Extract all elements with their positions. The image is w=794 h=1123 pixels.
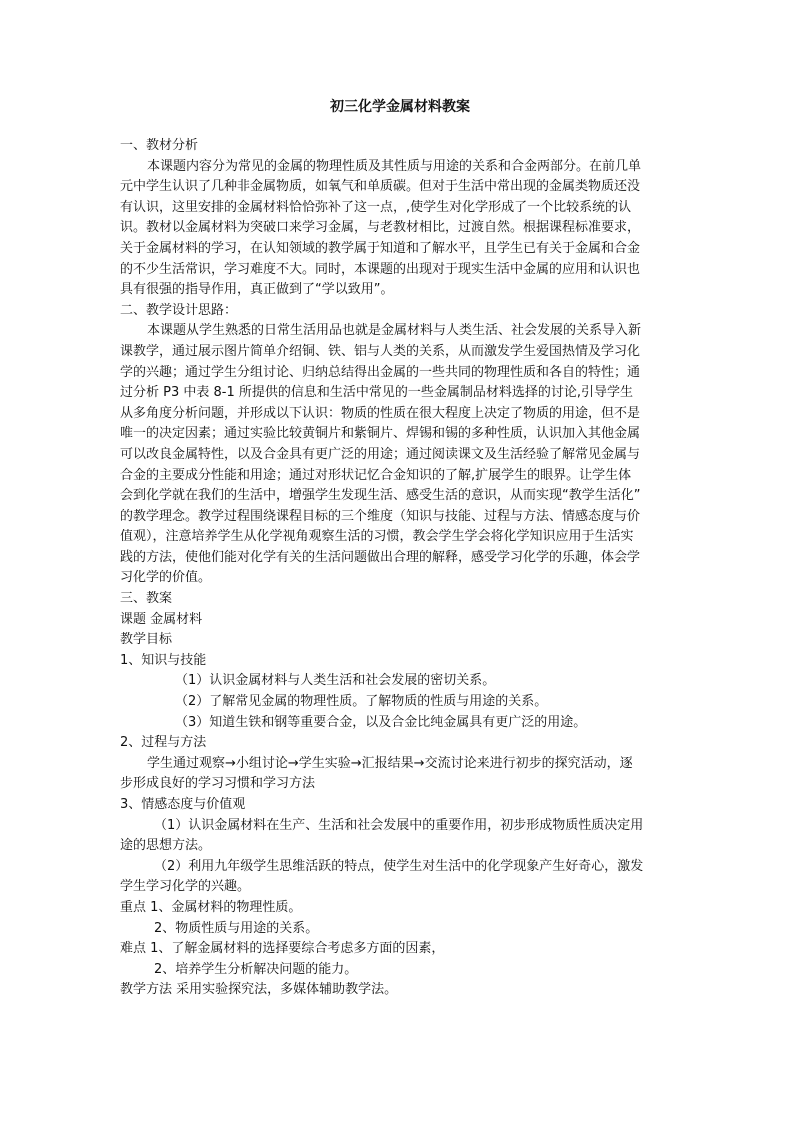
lesson-topic: 课题 金属材料 [120, 611, 203, 627]
paragraph-line: 过分析 P3 中表 8-1 所提供的信息和生活中常见的一些金属制品材料选择的讨论,引导学生 [120, 385, 634, 401]
paragraph-line: 会到化学就在我们的生活中，增强学生发现生活、感受生活的意识，从而实现“教学生活化” [120, 488, 641, 504]
paragraph-line: 有认识，这里安排的金属材料恰恰弥补了这一点，,使学生对化学形成了一个比较系统的认 [120, 199, 632, 215]
objective-item: （2）了解常见金属的物理性质。了解物质的性质与用途的关系。 [175, 694, 548, 710]
paragraph-line: 从多角度分析问题，并形成以下认识：物质的性质在很大程度上决定了物质的用途，但不是 [120, 405, 641, 421]
paragraph-line: 步形成良好的学习习惯和学习方法 [120, 776, 316, 792]
paragraph-line: 践的方法，使他们能对化学有关的生活问题做出合理的解释，感受学习化学的乐趣，体会学 [120, 549, 641, 565]
paragraph-line: 习化学的价值。 [120, 570, 212, 586]
paragraph-line: 学的兴趣；通过学生分组讨论、归纳总结得出金属的一些共同的物理性质和各自的特性；通 [120, 364, 641, 380]
key-points-item: 重点 1、金属材料的物理性质。 [120, 899, 302, 915]
paragraph-line: 识。教材以金属材料为突破口来学习金属，与老教材相比，过渡自然。根据课程标准要求， [120, 220, 641, 236]
objective-attitude-heading: 3、情感态度与价值观 [120, 797, 246, 812]
objective-item: （1）认识金属材料与人类生活和社会发展的密切关系。 [175, 673, 496, 689]
paragraph-line: 元中学生认识了几种非金属物质，如氧气和单质碳。但对于生活中常出现的金属类物质还没 [120, 179, 641, 195]
paragraph-line: 唯一的决定因素；通过实验比较黄铜片和紫铜片、焊锡和锡的多种性质，认识加入其他金属 [120, 426, 641, 442]
paragraph-line: 途的思想方法。 [120, 838, 212, 854]
paragraph-line: 本课题从学生熟悉的日常生活用品也就是金属材料与人类生活、社会发展的关系导入新 [147, 323, 642, 339]
objective-process-heading: 2、过程与方法 [120, 735, 207, 751]
objective-item: （1）认识金属材料在生产、生活和社会发展中的重要作用，初步形成物质性质决定用 [154, 817, 644, 833]
paragraph-line: 关于金属材料的学习，在认知领域的教学属于知道和了解水平，且学生已有关于金属和合金 [120, 240, 641, 256]
difficult-points-item: 难点 1、了解金属材料的选择要综合考虑多方面的因素， [120, 941, 445, 957]
paragraph-line: 的不少生活常识，学习难度不大。同时，本课题的出现对于现实生活中金属的应用和认识也 [120, 261, 641, 277]
paragraph-line: 本课题内容分为常见的金属的物理性质及其性质与用途的关系和合金两部分。在前几单 [147, 158, 642, 174]
paragraph-line: 值观），注意培养学生从化学视角观察生活的习惯，教会学生学会将化学知识应用于生活实 [120, 529, 634, 545]
teaching-methods: 教学方法 采用实验探究法，多媒体辅助教学法。 [120, 982, 398, 998]
heading-lesson-plan: 三、教案 [120, 591, 173, 607]
paragraph-line: 合金的主要成分性能和用途；通过对形状记忆合金知识的了解,扩展学生的眼界。让学生体 [120, 467, 632, 483]
document-title: 初三化学金属材料教案 [330, 99, 470, 115]
heading-textbook-analysis: 一、教材分析 [120, 138, 199, 153]
difficult-points-item: 2、培养学生分析解决问题的能力。 [154, 961, 358, 977]
document-page [120, 96, 680, 1001]
objective-knowledge-heading: 1、知识与技能 [120, 652, 207, 668]
paragraph-line: 可以改良金属特性，以及合金具有更广泛的用途；通过阅读课文及生活经验了解常见金属与 [120, 446, 641, 462]
paragraph-line: 课教学，通过展示图片简单介绍铜、铁、铝与人类的关系，从而激发学生爱国热情及学习化 [120, 343, 641, 359]
heading-design-ideas: 二、教学设计思路： [120, 302, 238, 318]
objective-item: （2）利用九年级学生思维活跃的特点，使学生对生活中的化学现象产生好奇心，激发 [154, 858, 644, 874]
paragraph-line: 具有很强的指导作用，真正做到了“学以致用”。 [120, 282, 394, 298]
paragraph-line: 学生学习化学的兴趣。 [120, 879, 251, 895]
teaching-objectives-label: 教学目标 [120, 632, 173, 648]
paragraph-line: 的教学理念。教学过程围绕课程目标的三个维度（知识与技能、过程与方法、情感态度与价 [120, 508, 641, 524]
key-points-item: 2、物质性质与用途的关系。 [154, 920, 319, 936]
paragraph-line: 学生通过观察→小组讨论→学生实验→汇报结果→交流讨论来进行初步的探究活动，逐 [147, 755, 633, 771]
objective-item: （3）知道生铁和钢等重要合金，以及合金比纯金属具有更广泛的用途。 [175, 714, 587, 730]
